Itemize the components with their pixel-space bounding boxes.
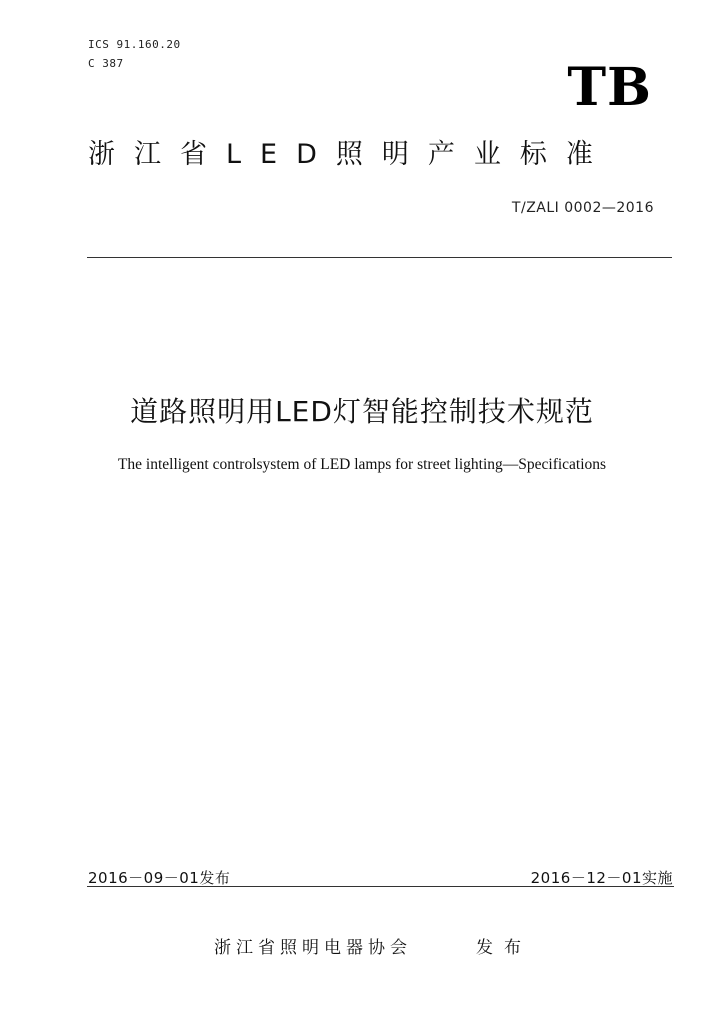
document-title-chinese: 道路照明用LED灯智能控制技术规范	[130, 395, 594, 428]
issue-date: 2016－09－01发布	[88, 869, 231, 887]
standard-number: T/ZALI 0002—2016	[511, 200, 654, 216]
ics-code: ICS 91.160.20	[88, 38, 181, 51]
header-divider	[87, 257, 672, 258]
standard-logo: TB	[567, 57, 652, 118]
standard-series-name: 浙江省LED照明产业标准	[88, 139, 612, 170]
publisher-name: 浙江省照明电器协会	[214, 938, 412, 958]
publisher-action: 发布	[476, 938, 532, 958]
document-title-english: The intelligent controlsystem of LED lamps for street lighting—Specifications	[117, 456, 607, 473]
implementation-date: 2016－12－01实施	[530, 869, 673, 887]
footer-divider	[87, 886, 674, 887]
classification-code: C 387	[88, 57, 124, 70]
